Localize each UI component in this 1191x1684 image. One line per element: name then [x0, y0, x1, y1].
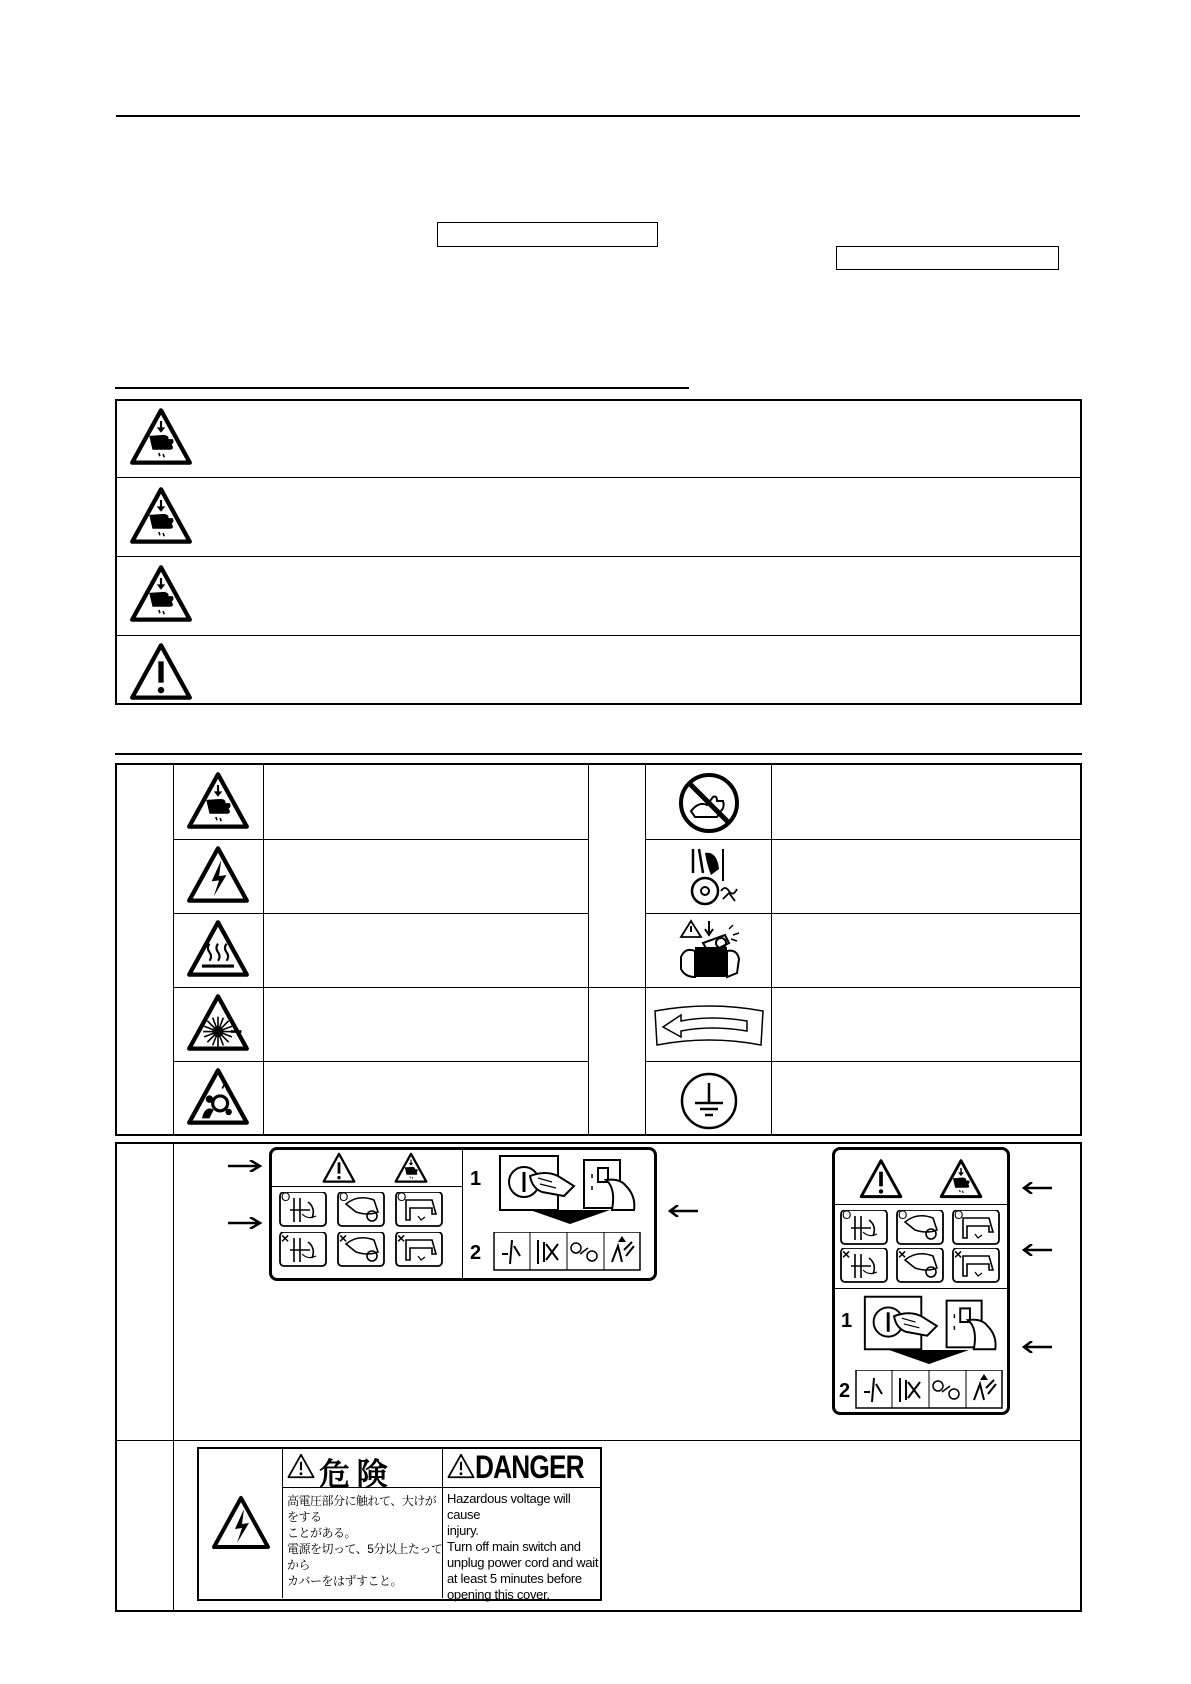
step-number: 2 [839, 1380, 851, 1402]
general-warning-icon [322, 1152, 356, 1184]
danger-body-jp [287, 1493, 443, 1589]
col-divider [771, 765, 772, 1134]
danger-body-en [447, 1491, 603, 1603]
step-number: 1 [841, 1310, 853, 1332]
danger-jp-line: 電源を切って、5分以上たってから [287, 1542, 443, 1572]
row-divider [588, 987, 1082, 988]
row-divider [173, 913, 588, 914]
pointer-arrow [228, 1160, 268, 1172]
danger-jp-line: ことがある。 [287, 1526, 357, 1540]
caution-label-horizontal [269, 1147, 657, 1281]
danger-jp-line: 高電圧部分に触れて、大けがをする [287, 1494, 437, 1524]
hand-crush-hazard-icon [129, 486, 193, 546]
maintenance-steps-icons [492, 1232, 644, 1272]
protective-earth-icon [679, 1071, 739, 1131]
section-heading-rule [115, 387, 689, 389]
danger-label [197, 1447, 602, 1601]
hand-crush-hazard-icon [186, 771, 250, 831]
row-divider [117, 556, 1080, 557]
row-divider [173, 987, 588, 988]
row-divider [117, 635, 1080, 636]
col-divider [588, 765, 589, 1134]
down-arrow [530, 1210, 610, 1224]
label-divider [835, 1288, 1007, 1289]
ng-mark: × [898, 1246, 907, 1262]
entanglement-hazard-icon [186, 1067, 250, 1127]
rotation-direction-arrow-icon [651, 1003, 767, 1051]
pointer-arrow [660, 1205, 700, 1217]
row-divider [117, 477, 1080, 478]
danger-jp-line: カバーをはずすこと。 [287, 1574, 403, 1588]
ok-mark: O [339, 1190, 349, 1204]
row-divider [117, 1440, 1082, 1441]
maintenance-steps-icons [855, 1370, 1005, 1410]
hand-crush-hazard-icon [129, 564, 193, 624]
warning-triangle-icon [287, 1453, 315, 1479]
danger-en-line: Hazardous voltage will cause [447, 1491, 571, 1522]
electric-shock-icon [186, 845, 250, 905]
row-divider [645, 1061, 1082, 1062]
belt-cover-warning-icon [675, 917, 745, 985]
label-divider [835, 1204, 1007, 1205]
symbols-table [115, 763, 1082, 1136]
col-divider [263, 765, 264, 1134]
warning-triangle-icon [447, 1453, 475, 1479]
danger-title-jp: 危 険 [319, 1457, 387, 1492]
danger-en-line: opening this cover. [447, 1587, 550, 1602]
col-divider [173, 1144, 174, 1610]
danger-en-line: unplug power cord and wait [447, 1555, 599, 1570]
ng-mark: × [281, 1230, 290, 1246]
safety-indication-box [115, 399, 1082, 705]
laser-hazard-icon [186, 993, 250, 1053]
ng-mark: × [842, 1246, 851, 1262]
row-divider [645, 913, 1082, 914]
label-header [272, 1150, 462, 1187]
blank-field-1 [437, 222, 658, 247]
label-divider [282, 1449, 283, 1598]
ok-mark: O [397, 1190, 407, 1204]
hand-crush-hazard-icon [939, 1158, 983, 1200]
ng-mark: × [339, 1230, 348, 1246]
power-off-illustration [494, 1152, 644, 1214]
general-warning-icon [129, 642, 193, 702]
col-divider [173, 765, 174, 1134]
header-rule [116, 115, 1080, 117]
section-heading-rule-2 [115, 753, 1082, 755]
danger-en-line: at least 5 minutes before [447, 1571, 582, 1586]
caution-label-vertical [832, 1147, 1010, 1415]
pointer-arrow [1014, 1182, 1054, 1194]
ng-mark: × [397, 1230, 406, 1246]
label-divider [462, 1150, 463, 1278]
col-divider [645, 765, 646, 1134]
down-arrow [889, 1350, 969, 1364]
ok-mark: O [898, 1208, 908, 1222]
ok-mark: O [954, 1208, 964, 1222]
power-off-illustration [859, 1292, 1005, 1354]
pointer-arrow [228, 1217, 268, 1229]
step-number: 2 [470, 1242, 482, 1264]
danger-en-line: injury. [447, 1523, 479, 1538]
hand-crush-hazard-icon [129, 407, 193, 467]
pointer-arrow [1014, 1341, 1054, 1353]
electric-shock-icon [211, 1493, 271, 1553]
blank-field-2 [836, 246, 1059, 270]
hot-surface-icon [186, 919, 250, 979]
no-touch-icon [677, 771, 741, 835]
danger-title-en: DANGER [475, 1449, 584, 1485]
row-divider [173, 1061, 588, 1062]
general-warning-icon [859, 1158, 903, 1200]
hand-crush-hazard-icon [394, 1152, 428, 1184]
row-divider [173, 839, 588, 840]
step-number: 1 [470, 1168, 482, 1190]
pinch-point-icon [677, 845, 741, 909]
pointer-arrow [1014, 1244, 1054, 1256]
ok-mark: O [281, 1190, 291, 1204]
row-divider [645, 839, 1082, 840]
danger-en-line: Turn off main switch and [447, 1539, 581, 1554]
ng-mark: × [954, 1246, 963, 1262]
ok-mark: O [842, 1208, 852, 1222]
